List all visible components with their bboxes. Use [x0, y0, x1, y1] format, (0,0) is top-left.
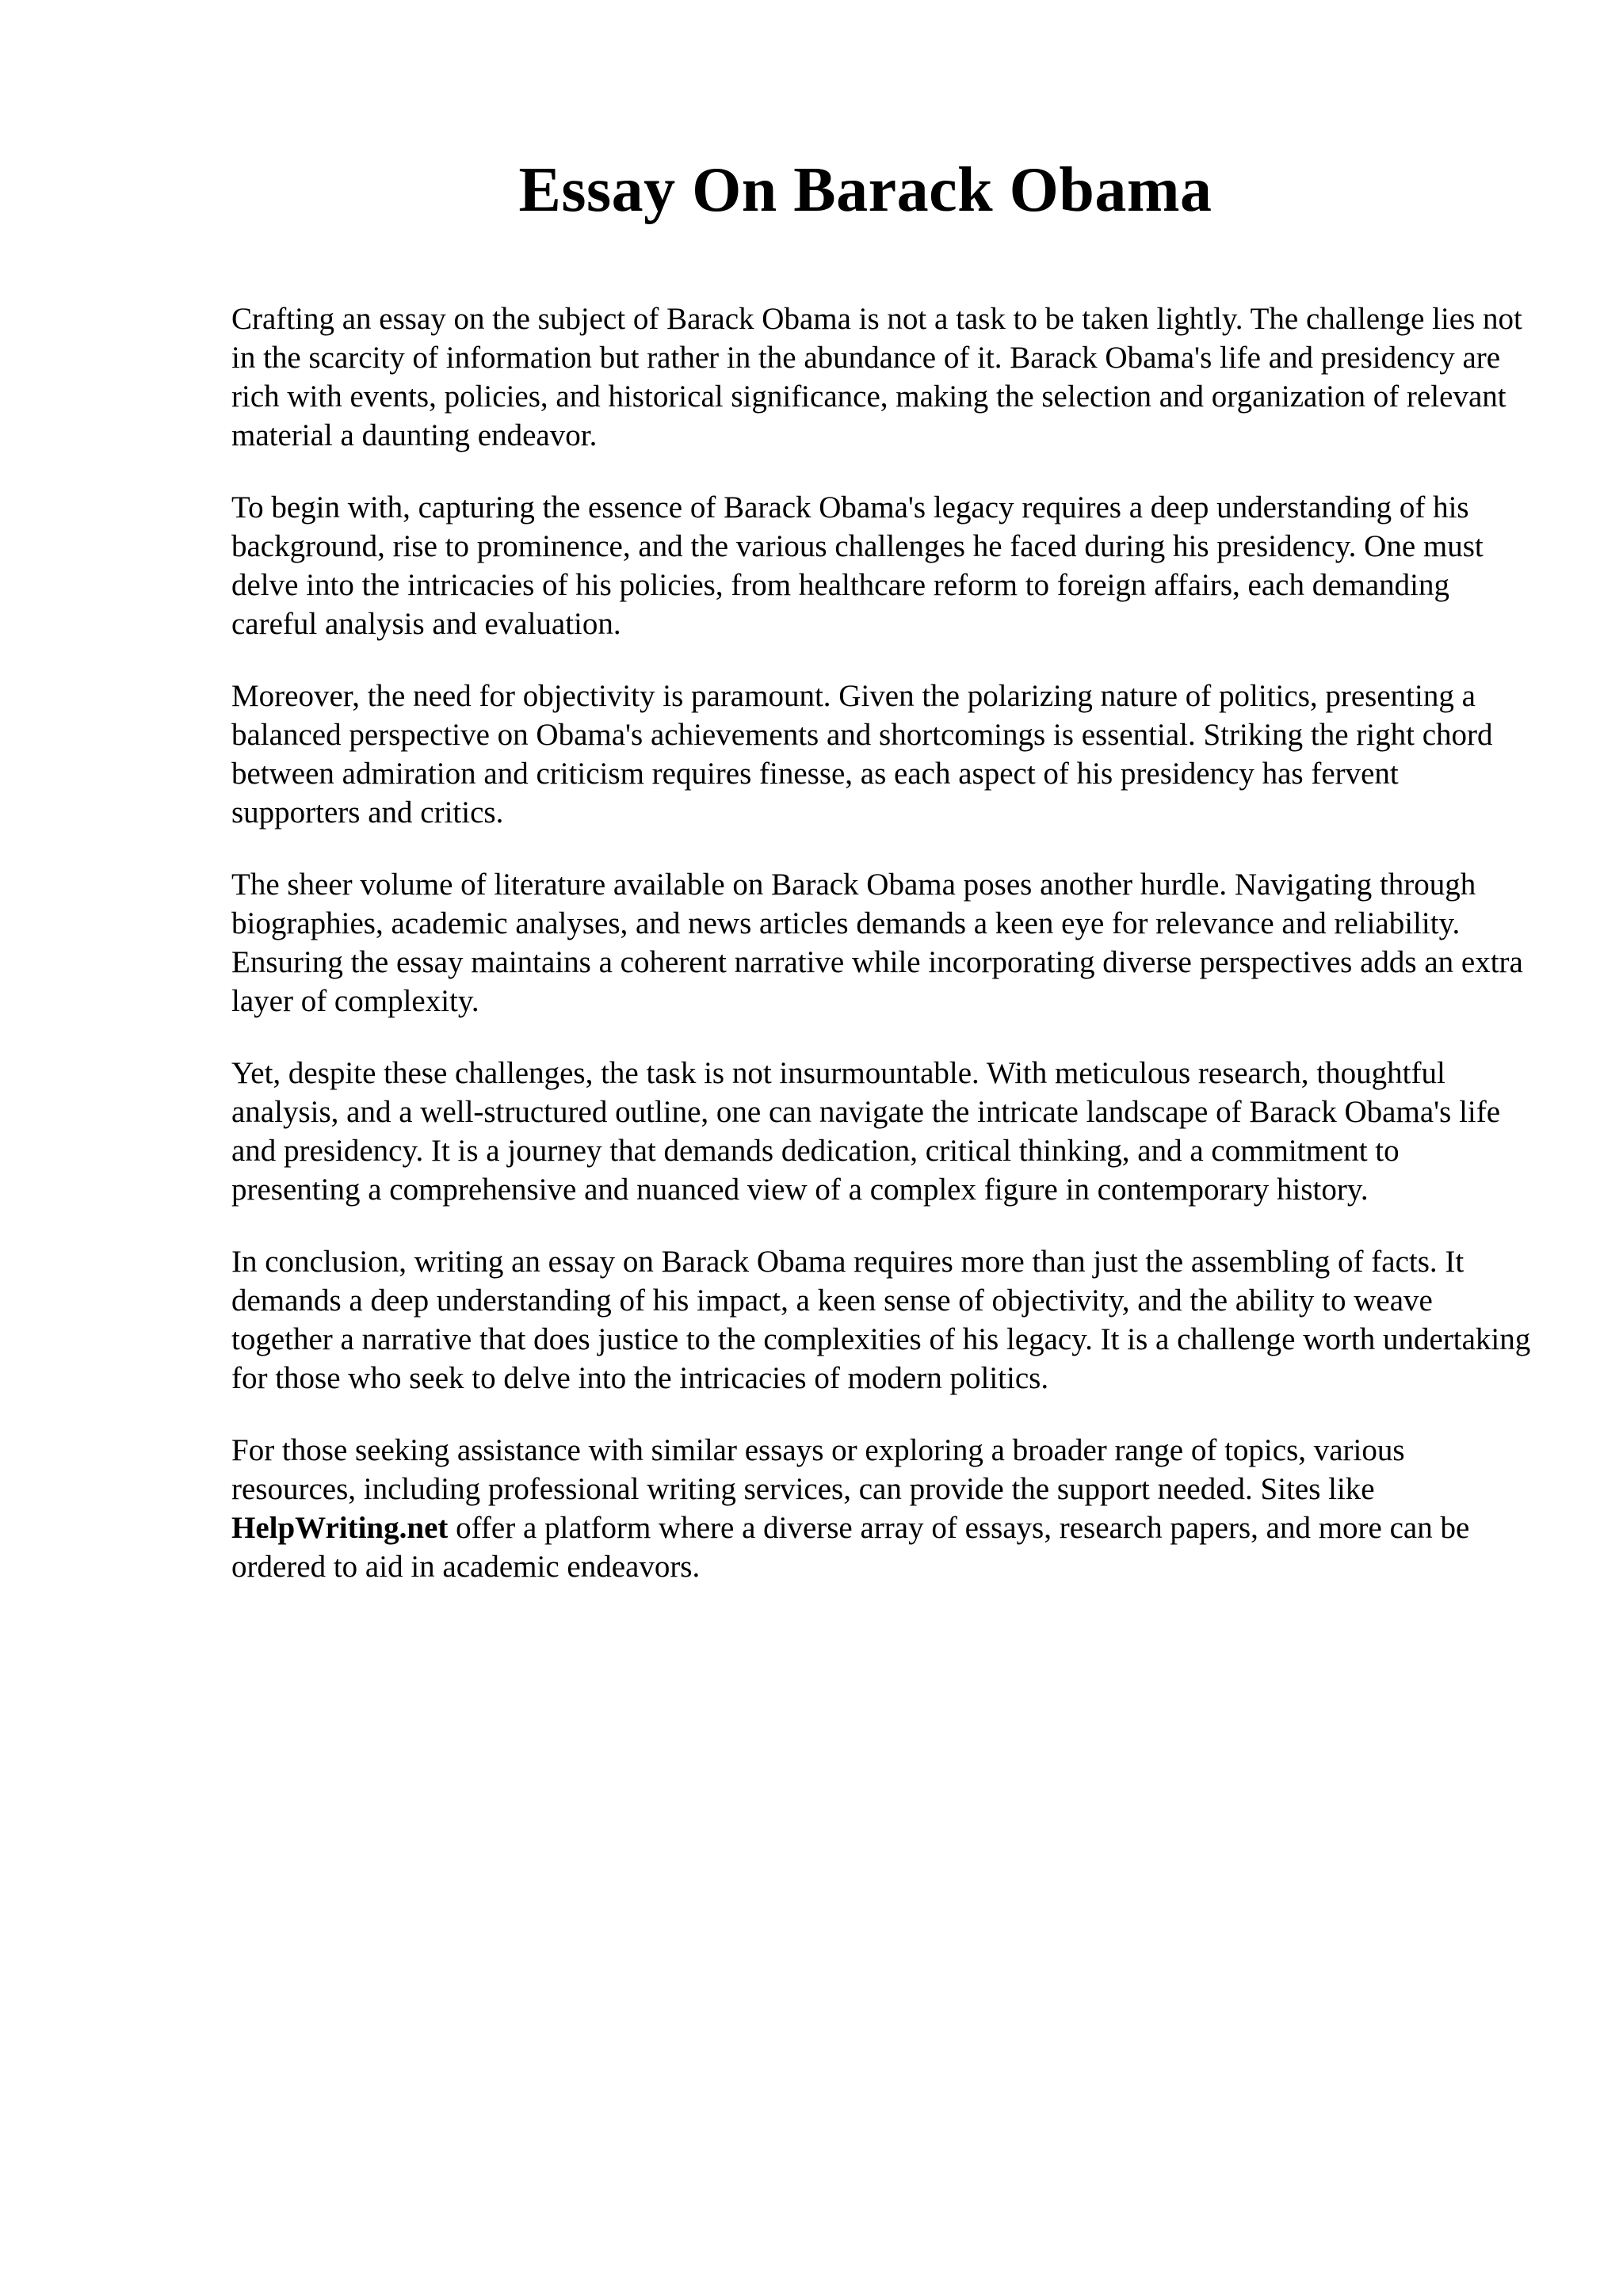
paragraph-3: Moreover, the need for objectivity is paramount. Given the polarizing nature of politics, presenting a balanced perspective on Obama's achievements and shortcomings is essential. Striking the right chord between admiration and criticism requires finesse, as each aspect of his presidency has fervent supporters and critics.	[231, 679, 1493, 830]
closing-text-before: For those seeking assistance with similar essays or exploring a broader range of topics, various resources, including professional writing services, can provide the support needed. Sites like	[231, 1433, 1405, 1506]
paragraph-6: In conclusion, writing an essay on Barack Obama requires more than just the assembling of facts. It demands a deep understanding of his impact, a keen sense of objectivity, and the ability to weave together a narrative that does justice to the complexities of his legacy. It is a challenge worth undertaking for those who seek to delve into the intricacies of modern politics.	[231, 1245, 1531, 1395]
paragraph-2: To begin with, capturing the essence of Barack Obama's legacy requires a deep understanding of his background, rise to prominence, and the various challenges he faced during his presidency. One must delve into the intricacies of his policies, from healthcare reform to foreign affairs, each demanding careful analysis and evaluation.	[231, 490, 1484, 641]
paragraph-1: Crafting an essay on the subject of Barack Obama is not a task to be taken lightly. The challenge lies not in the scarcity of information but rather in the abundance of it. Barack Obama's life and presidency are rich with events, policies, and historical significance, making the selection and organization of relevant material a daunting endeavor.	[231, 302, 1522, 452]
paragraph-4: The sheer volume of literature available on Barack Obama poses another hurdle. Navigating through biographies, academic analyses, and news articles demands a keen eye for relevance and reliability. Ensuring the essay maintains a coherent narrative while incorporating diverse perspectives adds an extra layer of complexity.	[231, 868, 1523, 1018]
closing-text-after: offer a platform where a diverse array of essays, research papers, and more can be ordered to aid in academic endeavors.	[231, 1511, 1470, 1584]
essay-title: Essay On Barack Obama	[518, 155, 1212, 225]
brand-link[interactable]: HelpWriting.net	[231, 1511, 449, 1545]
closing-paragraph	[231, 1431, 1531, 1586]
essay-body	[231, 299, 1531, 1619]
paragraph-5: Yet, despite these challenges, the task is not insurmountable. With meticulous research, thoughtful analysis, and a well-structured outline, one can navigate the intricate landscape of Barack Obama's life and presidency. It is a journey that demands dedication, critical thinking, and a commitment to presenting a comprehensive and nuanced view of a complex figure in contemporary history.	[231, 1056, 1501, 1207]
